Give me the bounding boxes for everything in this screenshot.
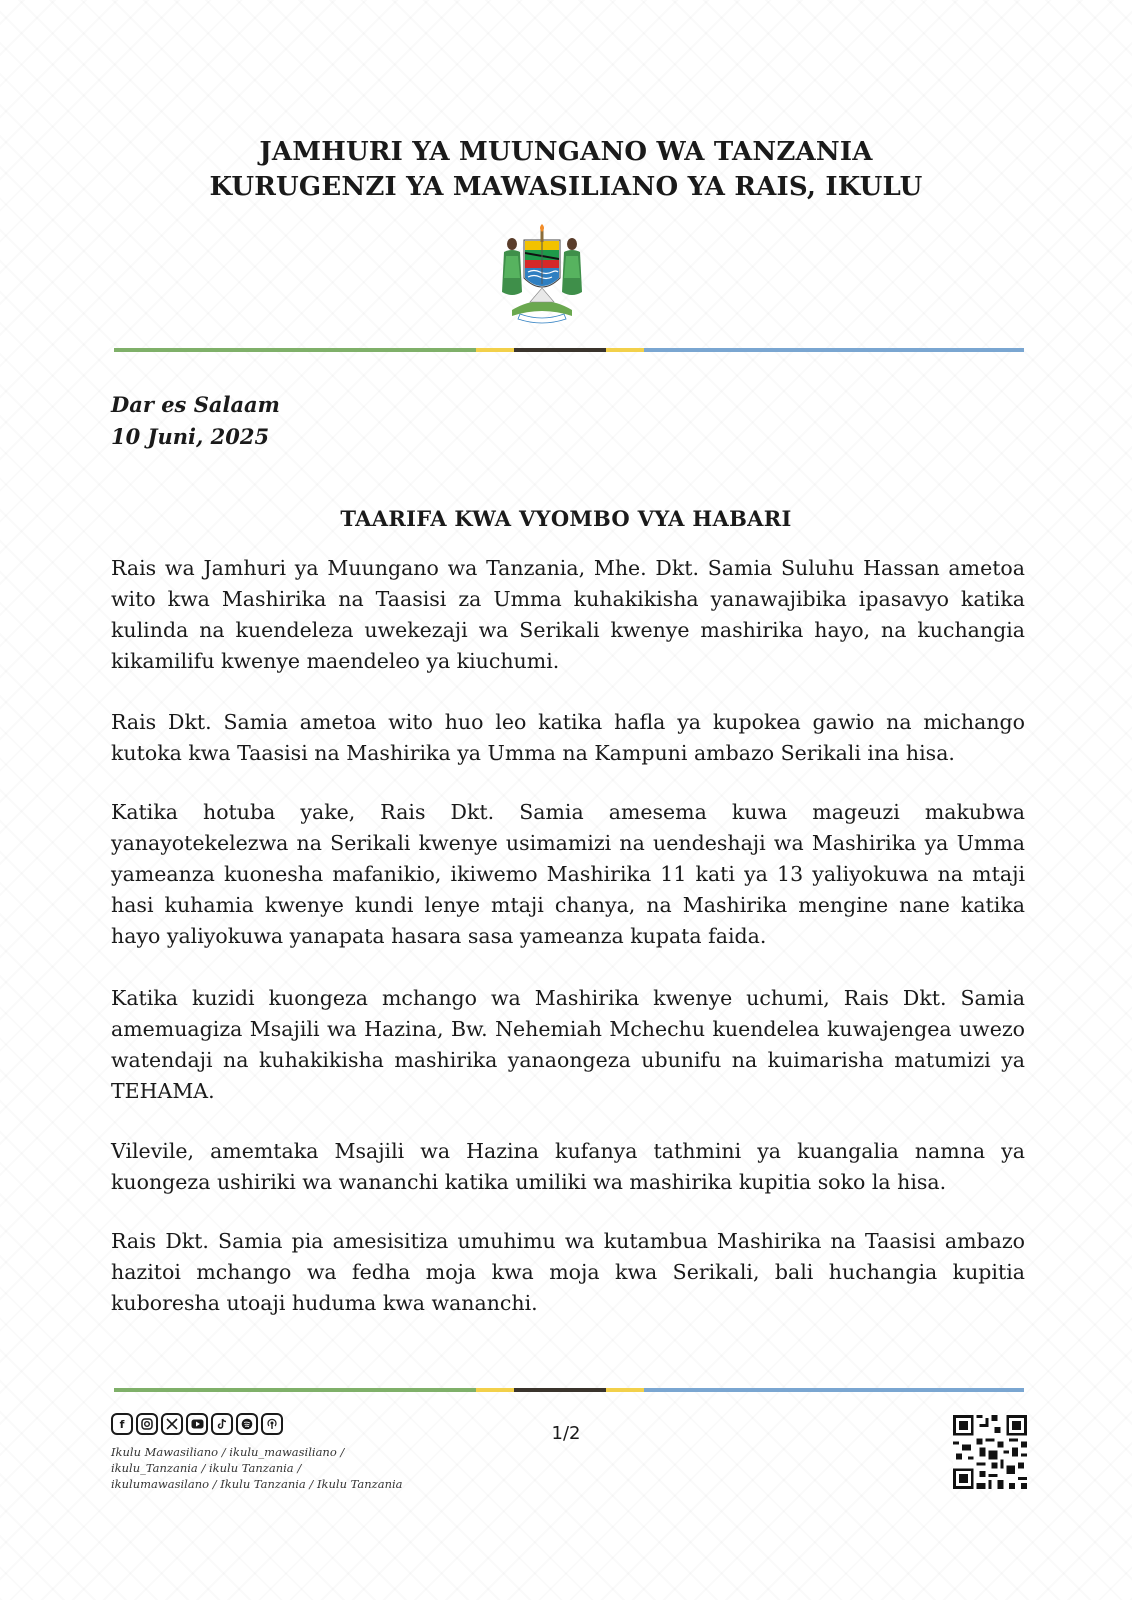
stripe-yellow-segment [476, 348, 514, 352]
body-paragraph [111, 1226, 1025, 1319]
social-handles [111, 1444, 411, 1492]
stripe-yellow-segment [476, 1388, 514, 1392]
stripe-blue-segment [644, 1388, 1024, 1392]
stripe-black-segment [514, 348, 606, 352]
body-paragraph [111, 983, 1025, 1107]
paragraph-text: Rais Dkt. Samia pia amesisitiza umuhimu wa kutambua Mashirika na Taasisi ambazo hazitoi mchango wa fedha moja kwa moja kwa Serikali, bali huchangia kupitia kuboresha utoaji huduma kwa wananchi. [111, 1229, 1025, 1315]
release-heading: TAARIFA KWA VYOMBO VYA HABARI [340, 506, 792, 531]
body-paragraph [111, 1136, 1025, 1198]
paragraph-text: Rais wa Jamhuri ya Muungano wa Tanzania, Mhe. Dkt. Samia Suluhu Hassan ametoa wito kwa Mashirika na Taasisi za Umma kuhakikisha yanawajibika ipasavyo katika kulinda na kuendeleza uwekezaji wa Serikali kwenye mashirika hayo, na kuchangia kikamilifu kwenye maendeleo ya kiuchumi. [111, 556, 1025, 673]
stripe-green-segment [114, 1388, 476, 1392]
paragraph-text: Katika kuzidi kuongeza mchango wa Mashirika kwenye uchumi, Rais Dkt. Samia amemuagiza Msajili wa Hazina, Bw. Nehemiah Mchechu kuendelea kuwajengea uwezo watendaji na kuhakikisha mashirika yanaongeza ubunifu na kuimarisha matumizi ya TEHAMA. [111, 986, 1025, 1103]
coat-of-arms-emblem [490, 222, 594, 326]
handles-line: Ikulu Mawasiliano / ikulu_mawasiliano / [111, 1445, 345, 1459]
stripe-green-segment [114, 348, 476, 352]
page-number: 1/2 [551, 1423, 581, 1444]
stripe-blue-segment [644, 348, 1024, 352]
paragraph-text: Vilevile, amemtaka Msajili wa Hazina kufanya tathmini ya kuangalia namna ya kuongeza ushiriki wa wananchi katika umiliki wa mashirika kupitia soko la hisa. [111, 1139, 1025, 1194]
handles-line: ikulu_Tanzania / ikulu Tanzania / [111, 1461, 302, 1475]
qr-code-icon[interactable] [953, 1415, 1027, 1489]
header-title-line2: KURUGENZI YA MAWASILIANO YA RAIS, IKULU [209, 172, 923, 202]
stripe-yellow-segment [606, 1388, 644, 1392]
stripe-yellow-segment [606, 348, 644, 352]
divider-stripe-top [114, 348, 1024, 352]
facebook-icon[interactable]: f [111, 1413, 133, 1435]
body-paragraph [111, 707, 1025, 769]
body-paragraph [111, 797, 1025, 952]
stripe-black-segment [514, 1388, 606, 1392]
dateline-place: Dar es Salaam [111, 392, 280, 417]
dateline-date: 10 Juni, 2025 [111, 424, 270, 449]
divider-stripe-bottom [114, 1388, 1024, 1392]
paragraph-text: Rais Dkt. Samia ametoa wito huo leo katika hafla ya kupokea gawio na michango kutoka kwa Taasisi na Mashirika ya Umma na Kampuni ambazo Serikali ina hisa. [111, 710, 1025, 765]
body-paragraph [111, 553, 1025, 677]
paragraph-text: Katika hotuba yake, Rais Dkt. Samia amesema kuwa mageuzi makubwa yanayotekelezwa na Serikali kwenye usimamizi na uendeshaji wa Mashirika ya Umma yameanza kuonesha mafanikio, ikiwemo Mashirika 11 kati ya 13 yaliyokuwa na mtaji hasi kuhamia kwenye kundi lenye mtaji chanya, na Mashirika mengine nane katika hayo yaliyokuwa yanapata hasara sasa yameanza kupata faida. [111, 800, 1025, 948]
header-title-line1: JAMHURI YA MUUNGANO WA TANZANIA [259, 137, 873, 167]
handles-line: ikulumawasilano / Ikulu Tanzania / Ikulu Tanzania [111, 1477, 403, 1491]
